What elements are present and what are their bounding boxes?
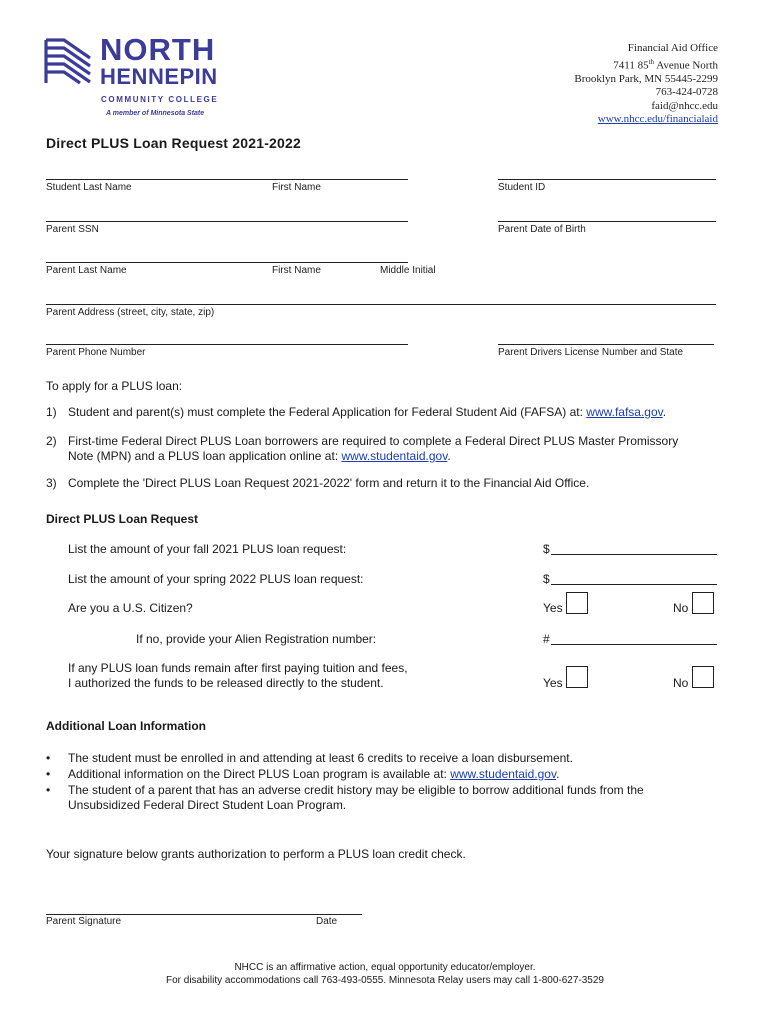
additional-heading: Additional Loan Information — [46, 719, 206, 733]
logo-word-hennepin: HENNEPIN — [100, 64, 218, 89]
remain-funds-line-1: If any PLUS loan funds remain after first paying tuition and fees, — [68, 661, 408, 675]
alien-number-label: If no, provide your Alien Registration number: — [136, 632, 377, 646]
parent-last-name-label: Parent Last Name — [46, 265, 127, 276]
bullet-1-text: The student must be enrolled in and attending at least 6 credits to receive a loan disbursement. — [68, 751, 573, 765]
parent-license-label: Parent Drivers License Number and State — [498, 347, 684, 358]
parent-phone-label: Parent Phone Number — [46, 347, 146, 358]
logo-word-community-college: COMMUNITY COLLEGE — [101, 95, 219, 104]
footer-line-2: For disability accommodations call 763-493-0555. Minnesota Relay users may call 1-800-627-3529 — [165, 975, 604, 986]
logo-mark-icon — [44, 36, 92, 86]
bullet-2-text: Additional information on the Direct PLUS Loan program is available at: www.studentaid.gov. — [68, 767, 560, 781]
bullet-3-marker: • — [46, 783, 51, 797]
date-label: Date — [316, 916, 338, 927]
step-1-text: Student and parent(s) must complete the Federal Application for Federal Student Aid (FAFSA) at: www.fafsa.gov. — [68, 405, 667, 419]
citizen-label: Are you a U.S. Citizen? — [68, 601, 193, 615]
footer-line-1: NHCC is an affirmative action, equal opportunity educator/employer. — [234, 962, 536, 973]
step-3-number: 3) — [46, 476, 57, 490]
remain-no-checkbox[interactable] — [692, 666, 714, 688]
parent-name-line[interactable] — [46, 262, 408, 263]
spring-amount-input[interactable] — [551, 584, 717, 585]
step-2-number: 2) — [46, 434, 57, 448]
parent-first-name-label: First Name — [272, 265, 321, 276]
office-address — [574, 42, 718, 127]
student-id-label: Student ID — [498, 182, 546, 193]
parent-dob-label: Parent Date of Birth — [498, 224, 586, 235]
bullet-2-marker: • — [46, 767, 51, 781]
citizen-yes-checkbox[interactable] — [566, 592, 588, 614]
office-phone: 763-424-0728 — [655, 86, 718, 99]
request-heading: Direct PLUS Loan Request — [46, 512, 199, 526]
alien-hash-sign: # — [543, 632, 550, 646]
student-id-line[interactable] — [498, 179, 716, 180]
remain-yes-label: Yes — [543, 676, 563, 690]
signature-note: Your signature below grants authorization to perform a PLUS loan credit check. — [46, 847, 466, 861]
step-1-number: 1) — [46, 405, 57, 419]
office-name: Financial Aid Office — [627, 42, 718, 54]
office-city: Brooklyn Park, MN 55445-2299 — [574, 72, 718, 85]
first-name-label: First Name — [272, 182, 321, 193]
parent-phone-line[interactable] — [46, 344, 408, 345]
alien-number-input[interactable] — [551, 644, 717, 645]
fafsa-link[interactable]: www.fafsa.gov — [586, 405, 663, 419]
spring-amount-label: List the amount of your spring 2022 PLUS loan request: — [68, 572, 364, 586]
parent-dob-line[interactable] — [498, 221, 716, 222]
office-email: faid@nhcc.edu — [651, 99, 718, 112]
fall-amount-label: List the amount of your fall 2021 PLUS loan request: — [68, 542, 347, 556]
fall-amount-input[interactable] — [551, 554, 717, 555]
studentaid-link-2[interactable]: www.studentaid.gov — [450, 767, 557, 781]
student-last-name-line[interactable] — [46, 179, 408, 180]
citizen-no-checkbox[interactable] — [692, 592, 714, 614]
step-3-text: Complete the 'Direct PLUS Loan Request 2021-2022' form and return it to the Financial Aid Office. — [68, 476, 590, 490]
student-last-name-label: Student Last Name — [46, 182, 132, 193]
parent-ssn-line[interactable] — [46, 221, 408, 222]
parent-signature-label: Parent Signature — [46, 916, 122, 927]
remain-yes-checkbox[interactable] — [566, 666, 588, 688]
middle-initial-label: Middle Initial — [380, 265, 436, 276]
step-2-line-2: Note (MPN) and a PLUS loan application online at: www.studentaid.gov. — [68, 449, 451, 463]
citizen-no-label: No — [673, 601, 689, 615]
fall-dollar-sign: $ — [543, 542, 550, 556]
logo-tagline: A member of Minnesota State — [106, 110, 205, 117]
office-street: 7411 85th Avenue North — [613, 57, 718, 72]
remain-funds-line-2: I authorized the funds to be released directly to the student. — [68, 676, 384, 690]
college-logo — [44, 32, 234, 122]
studentaid-link[interactable]: www.studentaid.gov — [341, 449, 448, 463]
bullet-1-marker: • — [46, 751, 51, 765]
bullet-3-line-1: The student of a parent that has an adverse credit history may be eligible to borrow additional funds from the — [68, 783, 644, 797]
signature-line[interactable] — [46, 914, 362, 915]
parent-license-line[interactable] — [498, 344, 714, 345]
bullet-3-line-2: Unsubsidized Federal Direct Student Loan Program. — [68, 798, 347, 812]
logo-word-north: NORTH — [100, 32, 216, 67]
parent-address-line[interactable] — [46, 304, 716, 305]
remain-no-label: No — [673, 676, 689, 690]
parent-ssn-label: Parent SSN — [46, 224, 99, 235]
citizen-yes-label: Yes — [543, 601, 563, 615]
parent-address-label: Parent Address (street, city, state, zip) — [46, 307, 215, 318]
form-title: Direct PLUS Loan Request 2021-2022 — [46, 135, 302, 151]
office-web-link[interactable]: www.nhcc.edu/financialaid — [597, 113, 718, 126]
step-2-line-1: First-time Federal Direct PLUS Loan borrowers are required to complete a Federal Direct PLUS Master Promissory — [68, 434, 679, 448]
spring-dollar-sign: $ — [543, 572, 550, 586]
instructions-intro: To apply for a PLUS loan: — [46, 379, 183, 393]
